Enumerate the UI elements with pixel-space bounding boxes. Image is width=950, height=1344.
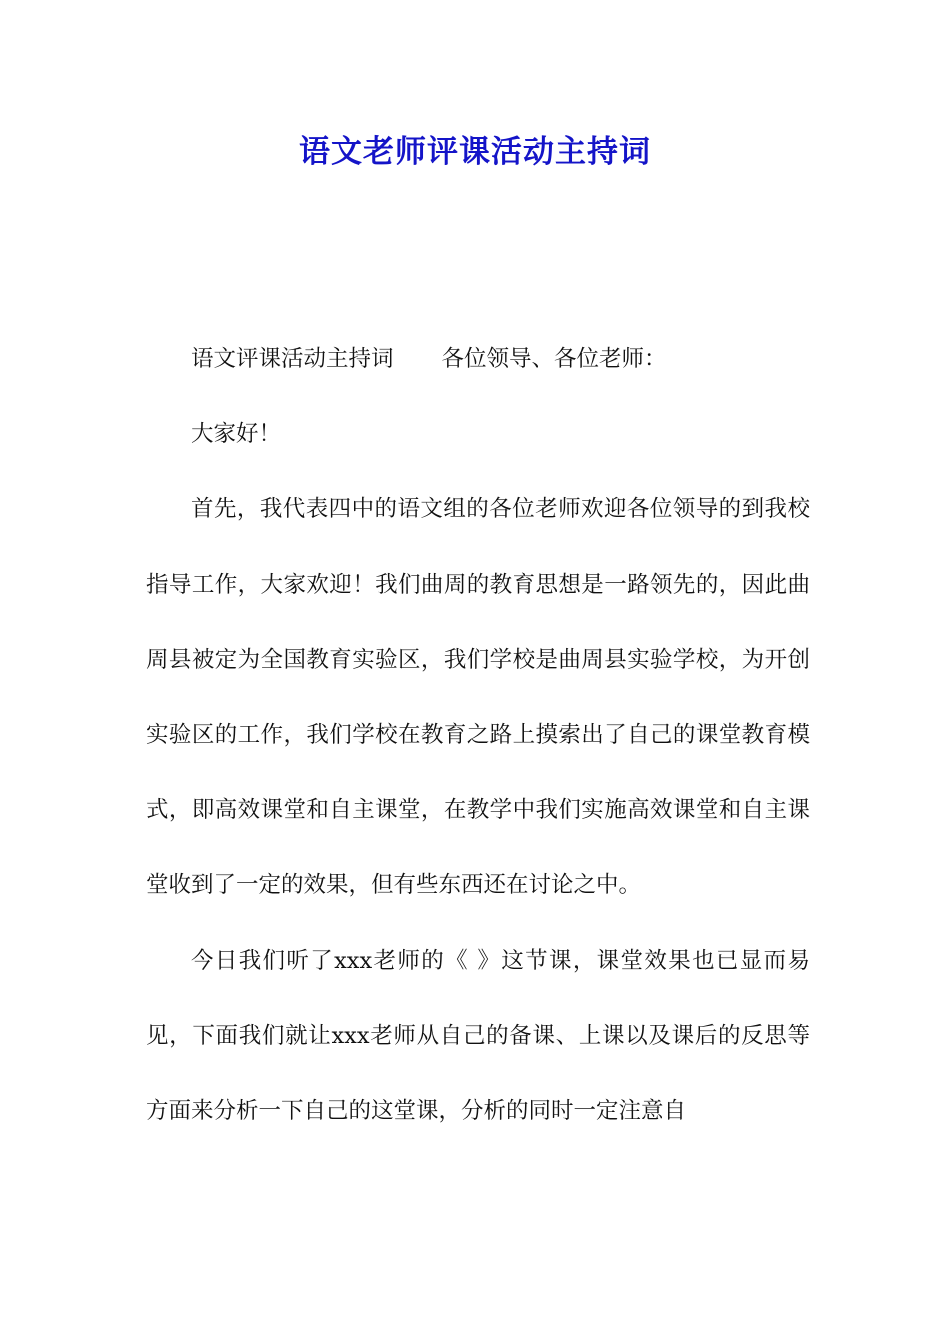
document-title: 语文老师评课活动主持词 — [299, 134, 651, 170]
paragraph-greeting: 大家好！ — [191, 421, 282, 448]
document-body — [146, 322, 810, 1149]
opening-line — [146, 322, 810, 397]
paragraph-lesson-review: 今日我们听了xxx老师的《 》这节课，课堂效果也已显而易见，下面我们就让xxx老师从自己的备课、上课以及课后的反思等方面来分析一下自己的这堂课，分析的同时一定注意自 — [146, 947, 810, 1125]
opening-line-heading: 语文评课活动主持词 — [191, 346, 394, 372]
opening-line-salutation: 各位领导、各位老师： — [441, 346, 667, 372]
paragraph-introduction: 首先，我代表四中的语文组的各位老师欢迎各位领导的到我校指导工作，大家欢迎！我们曲周的教育思想是一路领先的，因此曲周县被定为全国教育实验区，我们学校是曲周县实验学校，为开创实验区的工作，我们学校在教育之路上摸索出了自己的课堂教育模式，即高效课堂和自主课堂，在教学中我们实施高效课堂和自主课堂收到了一定的效果，但有些东西还在讨论之中。 — [146, 496, 810, 899]
